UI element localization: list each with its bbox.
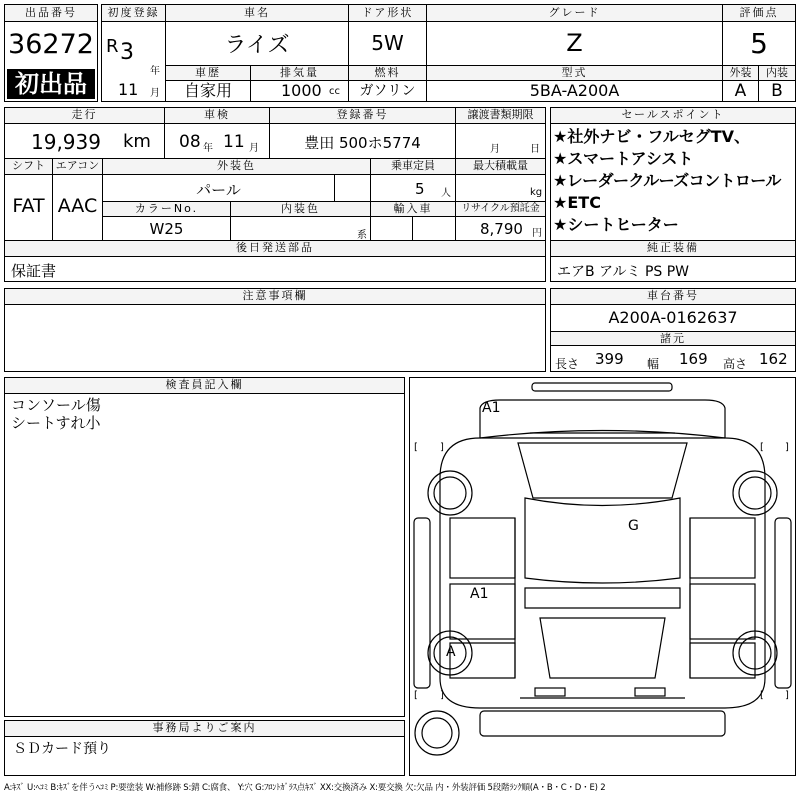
color-no-cell	[103, 217, 231, 241]
load-label: 最大積載量	[456, 159, 545, 175]
office-box	[4, 720, 405, 776]
era: R	[106, 36, 119, 57]
color-value: パール	[196, 181, 241, 199]
history-value: 自家用	[183, 81, 232, 100]
office-label: 事務局よりご案内	[5, 721, 404, 737]
sales-points-list	[553, 126, 781, 236]
svg-text:[: [	[414, 690, 418, 701]
reg-year-unit: 年	[150, 66, 160, 77]
transfer-label: 譲渡書類期限	[456, 108, 545, 124]
first-reg-label: 初度登録	[102, 5, 166, 22]
inspection-month: 11	[223, 132, 245, 152]
fuel-label: 燃料	[349, 66, 427, 81]
fuel-value: ガソリン	[359, 83, 416, 99]
mileage-cell	[5, 124, 165, 159]
exterior-value: A	[734, 81, 747, 101]
score-cell	[723, 22, 795, 66]
lot-label: 出品番号	[5, 5, 97, 22]
model-label: 型式	[427, 66, 723, 81]
interior-color-unit: 系	[357, 230, 367, 241]
capacity-cell	[371, 175, 456, 202]
sales-point-item: ★シートヒーター	[553, 215, 679, 234]
svg-text:]: ]	[440, 690, 444, 701]
damage-mark: A1	[482, 400, 501, 416]
door-cell	[349, 22, 427, 66]
color-extra-cell	[335, 175, 371, 202]
transfer-day-unit: 日	[530, 144, 540, 155]
sales-point-item: ★レーダークルーズコントロール	[553, 171, 781, 190]
model-cell	[427, 81, 723, 101]
length-label: 長さ	[555, 357, 580, 371]
sales-points-box	[550, 107, 796, 241]
plate-value: 豊田 500ホ5774	[304, 134, 421, 152]
displacement-cell	[251, 81, 349, 101]
office-text: ＳＤカード預り	[13, 741, 111, 757]
sales-point-item: ★スマートアシスト	[553, 149, 694, 168]
recycle-cell	[456, 217, 545, 241]
chassis-label: 車台番号	[551, 289, 795, 305]
door-label: ドア形状	[349, 5, 427, 22]
model-value: 5BA-A200A	[529, 81, 620, 100]
svg-text:]: ]	[440, 442, 444, 453]
plate-cell	[270, 124, 456, 159]
displacement-value: 1000	[281, 81, 322, 100]
header-grid	[101, 4, 796, 102]
height-value: 162	[759, 350, 788, 368]
transfer-cell	[456, 124, 545, 159]
shift-value: FAT	[12, 195, 45, 217]
shift-label: シフト	[5, 159, 53, 175]
reg-month-unit: 月	[150, 88, 160, 99]
car-name: ライズ	[224, 33, 290, 58]
inspection-label: 車検	[165, 108, 270, 124]
interior-value: B	[771, 81, 783, 101]
dimensions-label: 諸元	[551, 331, 795, 346]
inspector-line: コンソール傷	[11, 396, 101, 414]
recycle-unit: 円	[532, 228, 542, 239]
interior-cell	[759, 81, 795, 101]
history-cell	[166, 81, 251, 101]
notes-label: 注意事項欄	[5, 289, 545, 305]
exterior-cell	[723, 81, 759, 101]
lot-section	[4, 4, 98, 102]
interior-color-label: 内装色	[231, 202, 371, 217]
svg-text:[: [	[414, 442, 418, 453]
width-value: 169	[679, 350, 708, 368]
ac-label: エアコン	[53, 159, 103, 175]
width-label: 幅	[647, 357, 660, 371]
color-cell	[103, 175, 335, 202]
damage-mark: A	[446, 644, 456, 660]
displacement-unit: cc	[329, 86, 340, 97]
import-cell-b	[413, 217, 456, 241]
damage-mark: A1	[470, 586, 489, 602]
exterior-label: 外装	[723, 66, 759, 81]
inspection-year: 08	[179, 132, 201, 152]
inspection-cell	[165, 124, 270, 159]
inspection-month-unit: 月	[249, 143, 259, 154]
car-diagram	[409, 377, 796, 776]
capacity-unit: 人	[441, 188, 451, 199]
import-cell-a	[371, 217, 413, 241]
svg-text:]: ]	[785, 442, 789, 453]
shift-cell	[5, 175, 53, 241]
height-label: 高さ	[723, 357, 748, 371]
color-label: 外装色	[103, 159, 371, 175]
ac-cell	[53, 175, 103, 241]
first-listing-text: 初出品	[15, 70, 87, 98]
color-no-value: W25	[149, 220, 184, 238]
reg-year: 3	[120, 40, 134, 65]
legend-text: A:ｷｽﾞ U:ﾍｺﾐ B:ｷｽﾞを伴うﾍｺﾐ P:要塗装 W:補修跡 S:錆 C:腐食、 Y:穴 G:ﾌﾛﾝﾄｶﾞﾗｽ点ｷｽﾞ XX:交換済み X:要交換 欠:欠品 内・外装評価 5段階ﾗﾝｸ順(A・B・C・D・E) 2	[4, 783, 606, 793]
fuel-cell	[349, 81, 427, 101]
inspector-box	[4, 377, 405, 717]
mileage-value: 19,939	[31, 130, 101, 154]
interior-color-cell	[231, 217, 371, 241]
car-name-cell	[166, 22, 349, 66]
inspector-label: 検査員記入欄	[5, 378, 404, 394]
chassis-value: A200A-0162637	[608, 308, 738, 327]
lot-number: 36272	[8, 29, 94, 60]
car-name-label: 車名	[166, 5, 349, 22]
plate-label: 登録番号	[270, 108, 456, 124]
mileage-unit: km	[123, 131, 151, 152]
interior-label: 内装	[759, 66, 795, 81]
detail-grid	[4, 107, 546, 282]
mileage-label: 走行	[5, 108, 165, 124]
first-listing-badge	[7, 69, 95, 99]
later-parts-value: 保証書	[11, 262, 57, 280]
notes-box	[4, 288, 546, 372]
displacement-label: 排気量	[251, 66, 349, 81]
equipment-label: 純正装備	[551, 241, 795, 257]
chassis-box	[550, 288, 796, 372]
first-reg-cell	[102, 22, 166, 101]
recycle-label: リサイクル預託金	[456, 202, 545, 217]
later-parts-label: 後日発送部品	[5, 241, 545, 257]
score-value: 5	[750, 27, 768, 60]
history-label: 車歴	[166, 66, 251, 81]
recycle-value: 8,790	[480, 220, 523, 238]
damage-mark: G	[628, 518, 639, 534]
grade-label: グレード	[427, 5, 723, 22]
reg-month: 11	[118, 80, 139, 99]
color-no-label: カラーNo.	[103, 202, 231, 217]
transfer-month-unit: 月	[490, 144, 500, 155]
car-outline	[410, 378, 795, 775]
ac-value: AAC	[57, 195, 98, 217]
sales-point-item: ★ETC	[553, 193, 601, 212]
length-value: 399	[595, 350, 624, 368]
grade-cell	[427, 22, 723, 66]
capacity-value: 5	[415, 180, 425, 198]
inspector-line: シートすれ小	[11, 414, 101, 432]
svg-text:]: ]	[785, 690, 789, 701]
sales-point-item: ★社外ナビ・フルセグTV、	[553, 127, 751, 146]
equipment-box	[550, 240, 796, 282]
score-label: 評価点	[723, 5, 795, 22]
load-cell	[456, 175, 545, 202]
load-unit: kg	[530, 187, 543, 198]
svg-text:[: [	[760, 442, 764, 453]
equipment-value: エアB アルミ PS PW	[557, 264, 690, 280]
door-type: 5W	[371, 31, 404, 55]
import-label: 輸入車	[371, 202, 456, 217]
svg-text:[: [	[760, 690, 764, 701]
capacity-label: 乗車定員	[371, 159, 456, 175]
inspection-year-unit: 年	[203, 143, 213, 154]
grade-value: Z	[566, 29, 583, 57]
sales-points-label: セールスポイント	[551, 108, 795, 124]
